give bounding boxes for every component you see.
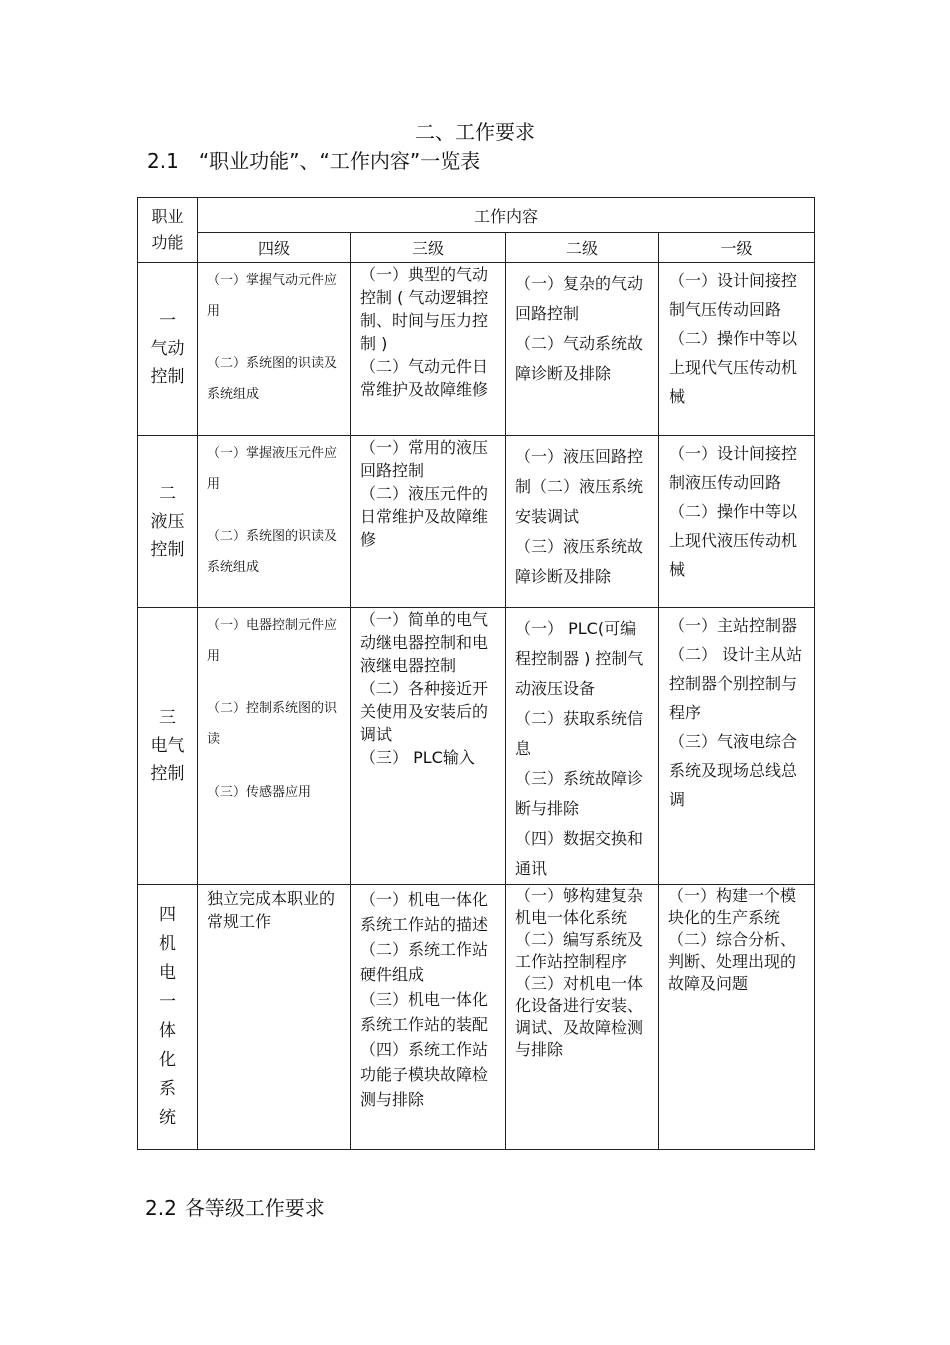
header-level-1: 一级 [659,233,815,263]
work-item: （一）电器控制元件应用 [207,618,338,664]
level4-cell [198,436,351,608]
level1-cell [659,885,815,1150]
work-item: （二）液压元件的日常维护及故障维修 [360,484,489,549]
work-item: （一） PLC(可编程控制器 ) 控制气动液压设备 [515,619,644,698]
work-item: （四）系统工作站功能子模块故障检测与排除 [360,1040,489,1109]
function-label: 二 液压 控制 [150,483,185,560]
level3-cell [351,436,506,608]
work-content-table [137,197,815,1150]
header-job-function-text: 职业 功能 [151,207,184,252]
work-item: （二）系统图的识读及系统组成 [207,356,338,402]
level2-cell [506,436,659,608]
work-item: （二）系统图的识读及系统组成 [207,529,338,575]
work-item: （一）主站控制器 [669,616,798,635]
work-item: （三）传感器应用 [207,785,312,800]
level4-cell [198,608,351,885]
level2-cell [506,263,659,436]
level3-cell [351,608,506,885]
section-title-text: 各等级工作要求 [184,1196,325,1220]
work-item: （一）构建一个模块化的生产系统 [668,886,797,927]
level2-cell [506,608,659,885]
level2-cell [506,885,659,1150]
section-2-1-title [147,147,480,175]
work-item: （三）气液电综合系统及现场总线总调 [669,732,798,809]
page-heading: 二、工作要求 [415,120,535,144]
level1-cell [659,608,815,885]
work-item: （三）对机电一体化设备进行安装、调试、及故障检测与排除 [515,974,644,1059]
function-label: 三 电气 控制 [150,708,185,784]
work-item: （一）常用的液压回路控制 [360,438,489,480]
level1-cell [659,263,815,436]
function-cell-mechatronics [138,885,198,1150]
work-item: （二）系统工作站硬件组成 [360,940,489,984]
function-label: 四 机 电 一 体 化 系 统 [159,905,176,1128]
work-item: （二）气动元件日常维护及故障维修 [360,357,489,399]
work-item: （二）控制系统图的识读 [207,701,338,747]
level3-cell [351,885,506,1150]
level4-cell [198,885,351,1150]
work-item: （一）设计间接控制气压传动回路 [669,271,798,319]
work-item: （一）设计间接控制液压传动回路 [669,444,798,492]
header-level-4: 四级 [198,233,351,263]
section-number: 2.2 [145,1196,177,1220]
work-item: （一）液压回路控制（二）液压系统安装调试 [515,447,644,526]
work-item: （一）典型的气动控制 ( 气动逻辑控制、时间与压力控制 ) [360,265,489,353]
work-item: （二）操作中等以上现代液压传动机械 [669,502,798,579]
section-title-text: “职业功能”、“工作内容”一览表 [198,149,481,173]
work-item: （二）编写系统及工作站控制程序 [515,930,644,971]
work-item: （三）机电一体化系统工作站的装配 [360,990,489,1034]
work-item: （一）够构建复杂机电一体化系统 [515,886,644,927]
work-item: （三） PLC输入 [360,748,475,767]
work-item: （二）各种接近开关使用及安装后的调试 [360,679,489,744]
work-item: （一）简单的电气动继电器控制和电液继电器控制 [360,610,489,675]
function-cell-hydraulic [138,436,198,608]
work-item: （三）系统故障诊断与排除 [515,769,644,818]
work-item: （二）获取系统信息 [515,709,644,758]
work-item: （二）操作中等以上现代气压传动机械 [669,329,798,406]
header-work-content: 工作内容 [198,198,815,233]
work-item: （二） 设计主从站控制器个别控制与程序 [669,645,803,722]
function-cell-electrical [138,608,198,885]
work-item: （一）机电一体化系统工作站的描述 [360,890,489,934]
header-level-3: 三级 [351,233,506,263]
section-number: 2.1 [147,149,179,173]
work-item: （一）复杂的气动回路控制 [515,274,644,323]
work-item: （一）掌握气动元件应用 [207,273,338,319]
work-item: 独立完成本职业的常规工作 [207,889,336,931]
work-item: （二）气动系统故障诊断及排除 [515,334,644,383]
header-level-2: 二级 [506,233,659,263]
work-item: （四）数据交换和通讯 [515,829,644,878]
level3-cell [351,263,506,436]
work-item: （三）液压系统故障诊断及排除 [515,537,644,586]
function-cell-pneumatic [138,263,198,436]
level4-cell [198,263,351,436]
function-label: 一 气动 控制 [150,311,185,387]
work-item: （一）掌握液压元件应用 [207,446,338,492]
header-job-function [138,198,198,263]
work-item: （二）综合分析、判断、处理出现的故障及问题 [668,930,797,993]
section-2-2-title [145,1194,325,1222]
level1-cell [659,436,815,608]
